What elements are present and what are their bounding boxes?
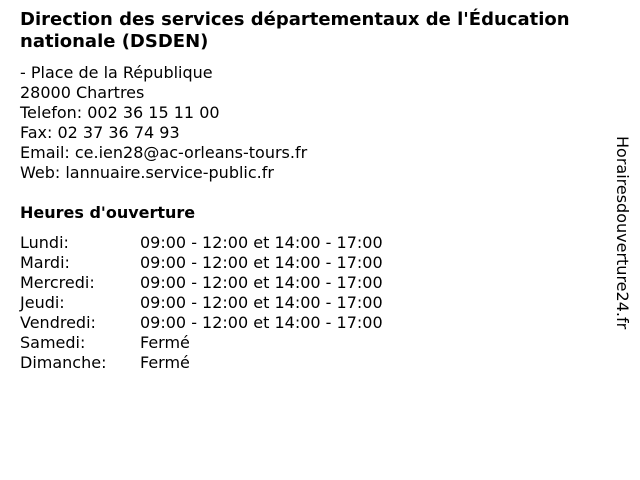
hours-heading: Heures d'ouverture xyxy=(20,203,196,222)
fax-line: Fax: 02 37 36 74 93 xyxy=(20,123,180,142)
day-time: 09:00 - 12:00 et 14:00 - 17:00 xyxy=(140,253,383,272)
hours-row-sunday xyxy=(20,353,580,373)
hours-row-saturday xyxy=(20,333,580,353)
listing-content xyxy=(20,9,580,373)
day-time: 09:00 - 12:00 et 14:00 - 17:00 xyxy=(140,273,383,292)
day-time: Fermé xyxy=(140,333,190,352)
day-label: Vendredi: xyxy=(20,313,96,332)
hours-table xyxy=(20,233,580,373)
email-line: Email: ce.ien28@ac-orleans-tours.fr xyxy=(20,143,308,162)
hours-row-monday xyxy=(20,233,580,253)
day-time: 09:00 - 12:00 et 14:00 - 17:00 xyxy=(140,293,383,312)
page-title: Direction des services départementaux de l'Éducation nationale (DSDEN) xyxy=(20,9,570,52)
site-watermark: Horairesdouverture24.fr xyxy=(613,136,632,330)
day-label: Mercredi: xyxy=(20,273,95,292)
phone-line: Telefon: 002 36 15 11 00 xyxy=(20,103,220,122)
hours-row-wednesday xyxy=(20,273,580,293)
day-time: 09:00 - 12:00 et 14:00 - 17:00 xyxy=(140,313,383,332)
web-line: Web: lannuaire.service-public.fr xyxy=(20,163,274,182)
hours-row-tuesday xyxy=(20,253,580,273)
day-label: Mardi: xyxy=(20,253,70,272)
hours-row-thursday xyxy=(20,293,580,313)
city-line: 28000 Chartres xyxy=(20,83,145,102)
day-time: Fermé xyxy=(140,353,190,372)
day-label: Jeudi: xyxy=(20,293,65,312)
day-label: Dimanche: xyxy=(20,353,107,372)
hours-row-friday xyxy=(20,313,580,333)
day-time: 09:00 - 12:00 et 14:00 - 17:00 xyxy=(140,233,383,252)
day-label: Samedi: xyxy=(20,333,86,352)
street-line: - Place de la République xyxy=(20,63,213,82)
address-block xyxy=(20,63,580,183)
day-label: Lundi: xyxy=(20,233,69,252)
